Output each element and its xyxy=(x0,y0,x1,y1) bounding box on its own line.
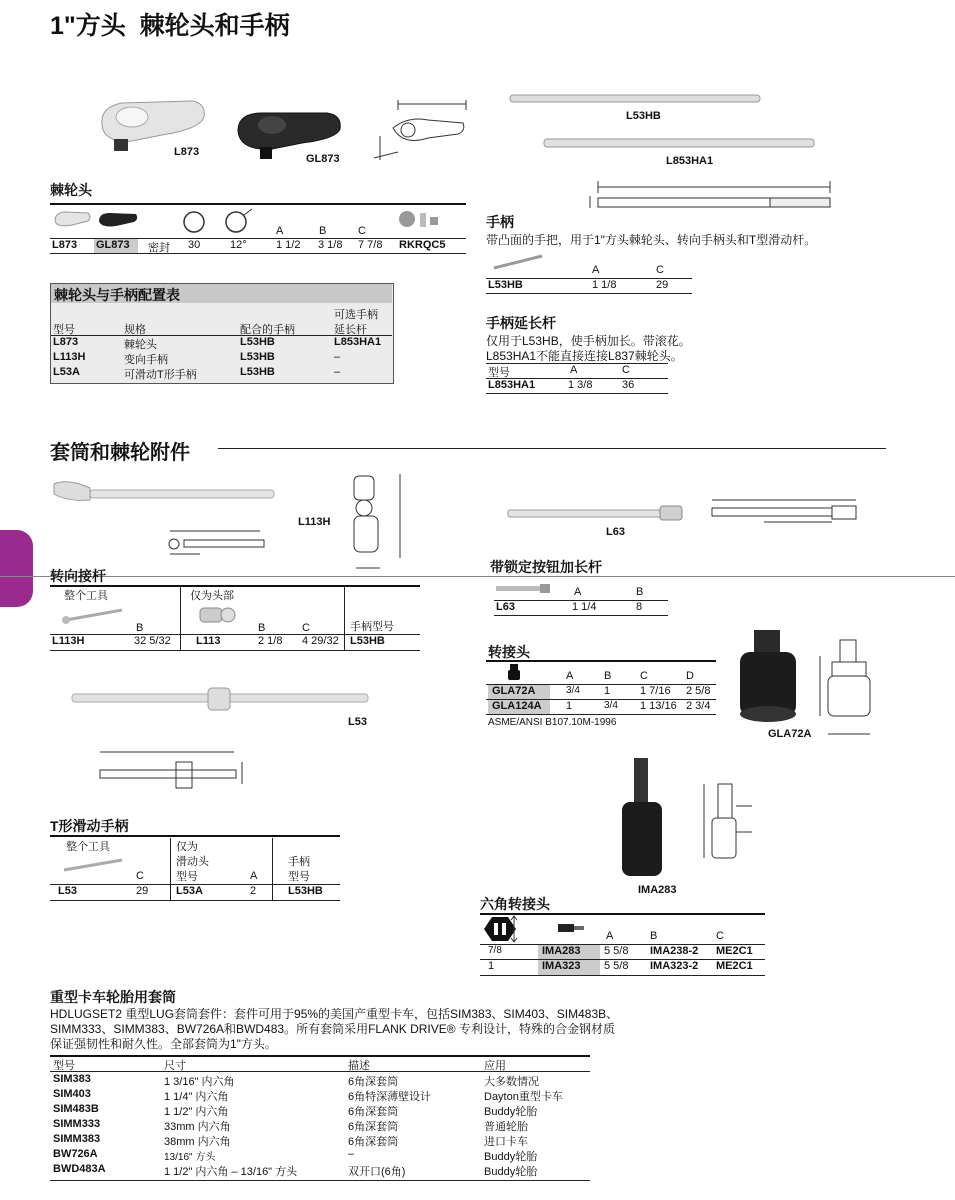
hex-r2-size: 1 xyxy=(488,960,495,972)
truck-r6-app: Buddy轮胎 xyxy=(484,1151,538,1163)
swivel-h-b: B xyxy=(136,622,144,634)
hex-r1-c: ME2C1 xyxy=(716,945,753,957)
ratchet-row-model: L873 xyxy=(52,239,78,251)
truck-r1-size: 1 3/16" 内六角 xyxy=(164,1076,235,1088)
hex-dimension-diagram xyxy=(696,772,766,862)
truck-desc1: HDLUGSET2 重型LUG套筒套件：套件可用于95%的美国产重型卡车，包括SIM383、SIM403、SIM483B、 xyxy=(50,1007,619,1021)
adapter-r2-c: 1 13/16 xyxy=(640,700,677,712)
handle-dimension-diagram xyxy=(570,178,836,212)
rule xyxy=(50,1055,590,1057)
truck-r2-desc: 6角特深薄壁设计 xyxy=(348,1091,432,1103)
l53-label: L53 xyxy=(348,716,367,728)
t-h-slide1: 仅为 xyxy=(176,841,198,853)
swivel-row-b: 32 5/32 xyxy=(134,635,171,647)
rule xyxy=(486,393,668,394)
repair-kit-icon xyxy=(396,207,446,235)
ratchet-row-model2: GL873 xyxy=(96,239,130,251)
adapter-h-d: D xyxy=(686,670,694,682)
ratchet-row-b: 3 1/8 xyxy=(318,239,343,251)
t-row-model: L53 xyxy=(58,885,77,897)
config-r2-ext: – xyxy=(334,351,341,363)
hex-h-b: B xyxy=(650,930,658,942)
truck-h-size: 尺寸 xyxy=(164,1060,186,1072)
truck-heading: 重型卡车轮胎用套筒 xyxy=(50,989,176,1005)
truck-r5-desc: 6角深套筒 xyxy=(348,1136,399,1148)
config-r3-handle: L53HB xyxy=(240,366,275,378)
t-row-handle: L53HB xyxy=(288,885,323,897)
t-h-handle2: 型号 xyxy=(288,871,310,883)
gl873-label: GL873 xyxy=(306,153,340,165)
truck-desc2: SIMM333、SIMM383、BW726A和BWD483。所有套筒采用FLANK DRIVE® 专利设计，特殊的合金钢材质 xyxy=(50,1022,615,1036)
ratchet-row-c: 7 7/8 xyxy=(358,239,383,251)
extension-heading: 手柄延长杆 xyxy=(486,315,556,331)
config-h-spec: 规格 xyxy=(124,324,146,336)
swivel-row-model: L113H xyxy=(52,635,85,647)
truck-r4-desc: 6角深套筒 xyxy=(348,1121,399,1133)
rule xyxy=(50,650,420,651)
hex-r2-model: IMA323 xyxy=(542,960,581,972)
config-r3-spec: 可滑动T形手柄 xyxy=(124,369,197,381)
adapter-r2-model: GLA124A xyxy=(492,700,542,712)
adapter-small-icon xyxy=(506,663,522,681)
truck-r6-desc: – xyxy=(348,1148,355,1160)
rule xyxy=(50,253,466,254)
t-handle-small-icon xyxy=(60,854,126,874)
rule xyxy=(486,293,692,294)
swivel-h-head: 仅为头部 xyxy=(190,590,234,602)
truck-r4-size: 33mm 内六角 xyxy=(164,1121,231,1133)
extension-desc1: 仅用于L53HB，使手柄加长。带滚花。 xyxy=(486,334,691,348)
config-r2-model: L113H xyxy=(53,351,86,363)
truck-r2-model: SIM403 xyxy=(53,1088,91,1100)
config-h-handle: 配合的手柄 xyxy=(240,324,295,336)
swivel-row-c: 4 29/32 xyxy=(302,635,339,647)
hex-r1-b: IMA238-2 xyxy=(650,945,699,957)
hex-r2-a: 5 5/8 xyxy=(604,960,629,972)
t-handle-l53-image xyxy=(68,684,374,714)
page-title: 1"方头 棘轮头和手柄 xyxy=(50,12,290,40)
config-h-ext: 延长杆 xyxy=(334,324,367,336)
adapter-h-c: C xyxy=(640,670,648,682)
t-h-c: C xyxy=(136,870,144,882)
rule xyxy=(170,838,171,900)
config-r2-handle: L53HB xyxy=(240,351,275,363)
truck-r1-model: SIM383 xyxy=(53,1073,91,1085)
extension-h-c: C xyxy=(622,364,630,376)
rule xyxy=(50,900,340,901)
seal-ring-icon xyxy=(180,209,208,235)
page-divider xyxy=(0,576,955,577)
t-h-a: A xyxy=(250,870,258,882)
adapter-h-a: A xyxy=(566,670,574,682)
lock-ext-row-b: 8 xyxy=(636,601,643,613)
lock-ext-row-model: L63 xyxy=(496,601,515,613)
config-r1-ext: L853HA1 xyxy=(334,336,382,348)
lock-ext-col-a: A xyxy=(574,586,582,598)
extension-desc2: L853HA1不能直接连接L837棘轮头。 xyxy=(486,349,683,363)
config-r3-ext: – xyxy=(334,366,341,378)
t-h-whole: 整个工具 xyxy=(66,841,110,853)
swivel-head-diagram xyxy=(340,468,412,576)
adapter-gla72a-image xyxy=(732,626,806,726)
hex-h-c: C xyxy=(716,930,724,942)
handle-l53hb-image xyxy=(508,92,764,106)
rule xyxy=(486,714,716,715)
hex-heading: 六角转接头 xyxy=(480,896,550,912)
extension-h-a: A xyxy=(570,364,578,376)
handle-heading: 手柄 xyxy=(486,214,514,230)
truck-r6-size: 13/16" 方头 xyxy=(164,1152,216,1163)
truck-r3-app: Buddy轮胎 xyxy=(484,1106,538,1118)
rule xyxy=(50,1180,590,1181)
rule xyxy=(494,615,668,616)
truck-r5-size: 38mm 内六角 xyxy=(164,1136,231,1148)
truck-r7-model: BWD483A xyxy=(53,1163,106,1175)
truck-r7-app: Buddy轮胎 xyxy=(484,1166,538,1178)
truck-h-model: 型号 xyxy=(53,1060,75,1072)
hex-bit-icon xyxy=(556,920,586,936)
truck-r4-app: 普通轮胎 xyxy=(484,1121,528,1133)
truck-r5-model: SIMM383 xyxy=(53,1133,101,1145)
ratchet-small-icon xyxy=(52,208,94,232)
adapter-r2-b: 3/4 xyxy=(604,700,618,711)
truck-r2-app: Dayton重型卡车 xyxy=(484,1091,563,1103)
t-row-slide: L53A xyxy=(176,885,203,897)
handle-desc: 带凸面的手把，用于1"方头棘轮头、转向手柄头和T型滑动杆。 xyxy=(486,233,817,247)
ratchet-row-kit: RKRQC5 xyxy=(399,239,446,251)
handle-row-c: 29 xyxy=(656,279,669,291)
lock-ext-l63-image xyxy=(506,502,684,524)
adapter-r2-a: 1 xyxy=(566,700,573,712)
extension-h-model: 型号 xyxy=(488,367,510,379)
l873-label: L873 xyxy=(174,146,200,158)
hex-r1-model: IMA283 xyxy=(542,945,581,957)
rule xyxy=(480,975,765,976)
extension-row-c: 36 xyxy=(622,379,635,391)
handle-col-a: A xyxy=(592,264,600,276)
gla72a-label: GLA72A xyxy=(768,728,812,740)
extension-row-model: L853HA1 xyxy=(488,379,536,391)
swivel-h-handle: 手柄型号 xyxy=(350,621,394,633)
t-handle-heading: T形滑动手柄 xyxy=(50,818,129,834)
section2-title: 套筒和棘轮附件 xyxy=(50,442,190,464)
truck-r1-app: 大多数情况 xyxy=(484,1076,539,1088)
rule xyxy=(50,1071,590,1072)
hex-r1-size: 7/8 xyxy=(488,945,502,956)
truck-r6-model: BW726A xyxy=(53,1148,98,1160)
swivel-heading: 转向接杆 xyxy=(50,568,106,584)
swivel-h-b2: B xyxy=(258,622,266,634)
ratchet-row-angle: 12° xyxy=(230,239,247,251)
truck-h-desc: 描述 xyxy=(348,1060,370,1072)
section-tab xyxy=(0,530,33,607)
swivel-h-whole: 整个工具 xyxy=(64,590,108,602)
adapter-dimension-diagram xyxy=(808,630,874,744)
hex-h-a: A xyxy=(606,930,614,942)
t-h-slide2: 滑动头 xyxy=(176,856,209,868)
t-h-handle1: 手柄 xyxy=(288,856,310,868)
section2-rule xyxy=(218,448,886,449)
truck-r5-app: 进口卡车 xyxy=(484,1136,528,1148)
swivel-head-small-icon xyxy=(196,602,242,628)
t-h-model: 型号 xyxy=(176,871,198,883)
handle-row-a: 1 1/8 xyxy=(592,279,617,291)
truck-r7-size: 1 1/2" 内六角 – 13/16" 方头 xyxy=(164,1166,298,1178)
truck-r3-model: SIM483B xyxy=(53,1103,99,1115)
ratchet-row-teeth: 30 xyxy=(188,239,201,251)
rule xyxy=(480,913,765,915)
config-table-title: 棘轮头与手柄配置表 xyxy=(54,287,180,303)
rule xyxy=(486,660,716,662)
config-r1-handle: L53HB xyxy=(240,336,275,348)
handle-row-model: L53HB xyxy=(488,279,523,291)
truck-h-app: 应用 xyxy=(484,1060,506,1072)
rule xyxy=(50,203,466,205)
l113h-label: L113H xyxy=(298,516,331,528)
col-b: B xyxy=(319,225,327,237)
handle-col-c: C xyxy=(656,264,664,276)
swivel-h-c: C xyxy=(302,622,310,634)
swivel-small-icon xyxy=(60,604,126,626)
hex-ima283-image xyxy=(614,756,668,880)
l853ha1-label: L853HA1 xyxy=(666,155,714,167)
lock-ext-heading: 带锁定按钮加长杆 xyxy=(490,559,602,575)
col-c: C xyxy=(358,225,366,237)
hex-r2-c: ME2C1 xyxy=(716,960,753,972)
rule xyxy=(180,587,181,651)
ratchet-dark-icon xyxy=(96,210,140,234)
swivel-row-b2: 2 1/8 xyxy=(258,635,283,647)
handle-small-icon xyxy=(490,252,546,272)
col-a: A xyxy=(276,225,284,237)
ima283-label: IMA283 xyxy=(638,884,677,896)
ratchet-row-a: 1 1/2 xyxy=(276,239,301,251)
lock-ext-row-a: 1 1/4 xyxy=(572,601,597,613)
truck-r2-size: 1 1/4" 内六角 xyxy=(164,1091,229,1103)
lock-ext-small-icon xyxy=(494,582,552,596)
swivel-l113h-image xyxy=(50,476,278,506)
config-h-optional: 可选手柄 xyxy=(334,309,378,321)
adapter-r1-c: 1 7/16 xyxy=(640,685,671,697)
hex-r1-a: 5 5/8 xyxy=(604,945,629,957)
rule xyxy=(344,587,345,651)
l63-label: L63 xyxy=(606,526,625,538)
adapter-r1-d: 2 5/8 xyxy=(686,685,711,697)
adapter-r1-a: 3/4 xyxy=(566,685,580,696)
config-r3-model: L53A xyxy=(53,366,80,378)
adapter-r1-b: 1 xyxy=(604,685,611,697)
adapter-r1-model: GLA72A xyxy=(492,685,536,697)
l53hb-label: L53HB xyxy=(626,110,661,122)
truck-r3-desc: 6角深套筒 xyxy=(348,1106,399,1118)
config-r1-spec: 棘轮头 xyxy=(124,339,157,351)
truck-r7-desc: 双开口(6角) xyxy=(348,1166,406,1178)
t-row-a: 2 xyxy=(250,885,257,897)
hex-size-arrow-icon xyxy=(508,914,520,944)
truck-desc3: 保证强韧性和耐久性。全部套筒为1"方头。 xyxy=(50,1037,277,1051)
rule xyxy=(50,835,340,837)
handle-l853ha1-image xyxy=(542,136,818,150)
t-row-c: 29 xyxy=(136,885,149,897)
angle-icon xyxy=(222,207,256,235)
swivel-row-handle: L53HB xyxy=(350,635,385,647)
swivel-row-head: L113 xyxy=(196,635,221,647)
extension-row-a: 1 3/8 xyxy=(568,379,593,391)
config-h-model: 型号 xyxy=(53,324,75,336)
truck-r3-size: 1 1/2" 内六角 xyxy=(164,1106,229,1118)
lock-ext-dimension-diagram xyxy=(704,494,862,530)
config-r2-spec: 变向手柄 xyxy=(124,354,168,366)
config-r1-model: L873 xyxy=(53,336,79,348)
adapter-heading: 转接头 xyxy=(488,644,530,660)
ratchet-dimension-diagram xyxy=(368,98,473,166)
hex-r2-b: IMA323-2 xyxy=(650,960,699,972)
ratchet-heads-heading: 棘轮头 xyxy=(50,182,92,198)
t-handle-dimension-diagram xyxy=(92,744,260,800)
adapter-note: ASME/ANSI B107.10M-1996 xyxy=(488,717,617,728)
lock-ext-col-b: B xyxy=(636,586,644,598)
swivel-dimension-diagram xyxy=(160,526,270,560)
truck-r1-desc: 6角深套筒 xyxy=(348,1076,399,1088)
rule xyxy=(272,838,273,900)
adapter-h-b: B xyxy=(604,670,612,682)
truck-r4-model: SIMM333 xyxy=(53,1118,101,1130)
ratchet-row-seal: 密封 xyxy=(148,242,170,254)
adapter-r2-d: 2 3/4 xyxy=(686,700,711,712)
